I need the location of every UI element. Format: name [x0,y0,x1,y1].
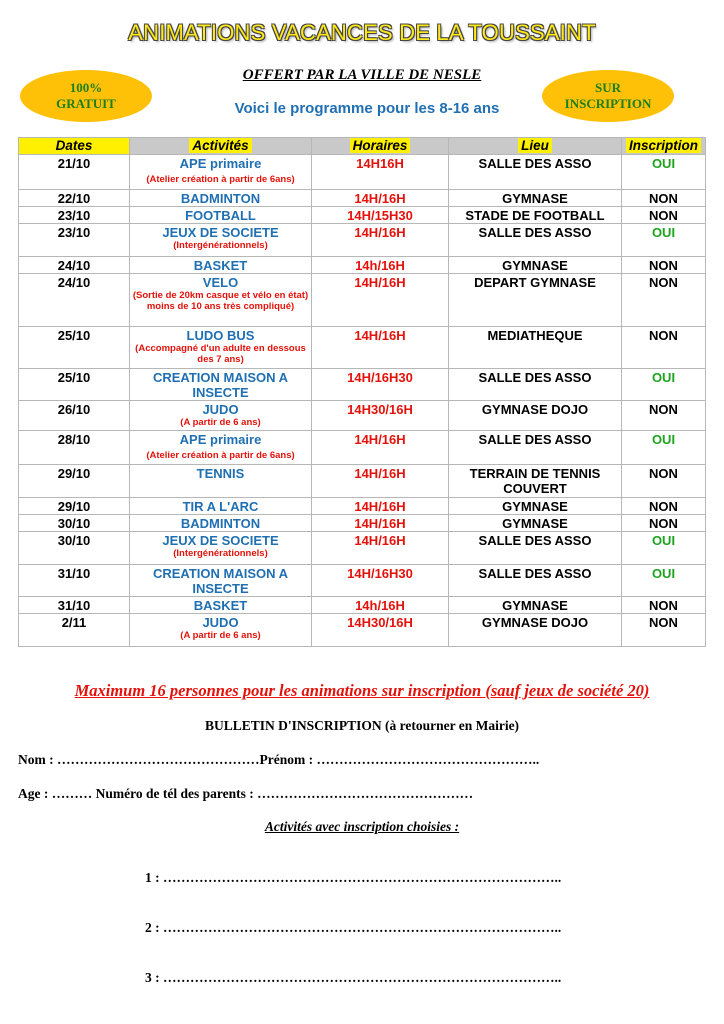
hours-cell: 14H/16H30 [312,565,449,597]
place-cell: GYMNASE DOJO [449,401,622,431]
schedule-row [19,190,706,207]
header-hours-label: Horaires [350,138,411,153]
schedule-row [19,257,706,274]
hours-cell: 14H30/16H [312,614,449,647]
choice-line-2[interactable]: 2 : …………………………………………………………………………….. [145,920,562,935]
inscription-cell: OUI [622,224,706,257]
date-cell: 23/10 [19,224,130,257]
activity-name: BASKET [193,598,248,613]
hours-cell: 14H16H [312,155,449,190]
place-cell: STADE DE FOOTBALL [449,207,622,224]
activity-name: JEUX DE SOCIETE [162,225,279,240]
inscription-cell: OUI [622,565,706,597]
inscription-cell: NON [622,401,706,431]
activity-name: JUDO [202,402,239,417]
place-cell: GYMNASE [449,257,622,274]
activity-name: JUDO [202,615,239,630]
activity-cell [130,597,312,614]
activity-cell [130,532,312,565]
activity-cell [130,565,312,597]
date-cell: 2/11 [19,614,130,647]
header-place [449,138,622,155]
maximum-notice: Maximum 16 personnes pour les animations sur inscription (sauf jeux de société 20) [74,681,650,700]
inscription-cell: NON [622,515,706,532]
date-cell: 29/10 [19,498,130,515]
hours-cell: 14H/16H [312,498,449,515]
inscription-cell: OUI [622,369,706,401]
hours-cell: 14H/16H [312,465,449,498]
activity-cell [130,327,312,369]
activity-note: (A partir de 6 ans) [180,630,261,641]
date-cell: 22/10 [19,190,130,207]
place-cell: DEPART GYMNASE [449,274,622,327]
program-age-line: Voici le programme pour les 8-16 ans [234,100,500,117]
header-activities-label: Activités [189,138,251,153]
activity-name: JEUX DE SOCIETE [162,533,279,548]
free-badge-line-1: 100% [69,80,103,95]
date-cell: 21/10 [19,155,130,190]
schedule-header-row [19,138,706,155]
hours-cell: 14H/16H [312,532,449,565]
schedule-row [19,465,706,498]
inscription-cell: NON [622,274,706,327]
schedule-row [19,369,706,401]
date-cell: 25/10 [19,369,130,401]
date-cell: 24/10 [19,274,130,327]
activity-cell [130,515,312,532]
date-cell: 24/10 [19,257,130,274]
header-dates [19,138,130,155]
inscription-cell: OUI [622,532,706,565]
activity-name: FOOTBALL [185,208,256,223]
activity-cell [130,257,312,274]
hours-cell: 14H/16H [312,274,449,327]
inscription-cell: OUI [622,155,706,190]
place-cell: SALLE DES ASSO [449,565,622,597]
header-dates-label: Dates [53,138,96,153]
activity-name: BADMINTON [180,191,261,206]
activity-cell [130,401,312,431]
inscription-cell: NON [622,257,706,274]
place-cell: SALLE DES ASSO [449,369,622,401]
choice-line-3[interactable]: 3 : …………………………………………………………………………….. [145,970,562,985]
registration-badge-line-1: SUR [594,80,621,95]
activity-note: (Intergénérationnels) [173,548,268,559]
header-inscription [622,138,706,155]
inscription-cell: NON [622,327,706,369]
activity-cell [130,498,312,515]
inscription-cell: NON [622,207,706,224]
hours-cell: 14H/16H [312,190,449,207]
date-cell: 28/10 [19,431,130,465]
hours-cell: 14h/16H [312,257,449,274]
bulletin-title: BULLETIN D'INSCRIPTION (à retourner en Mairie) [204,718,520,733]
chosen-activities-heading: Activités avec inscription choisies : [264,819,460,834]
inscription-cell: NON [622,597,706,614]
hours-cell: 14H/16H [312,224,449,257]
activity-cell [130,369,312,401]
schedule-row [19,614,706,647]
activity-name: CREATION MAISON A INSECTE [152,370,289,400]
place-cell: SALLE DES ASSO [449,155,622,190]
schedule-row [19,224,706,257]
date-cell: 23/10 [19,207,130,224]
offered-by-subtitle: OFFERT PAR LA VILLE DE NESLE [242,67,482,83]
choice-line-1[interactable]: 1 : …………………………………………………………………………….. [145,870,562,885]
date-cell: 30/10 [19,515,130,532]
activity-note: (Atelier création à partir de 6ans) [146,450,295,461]
schedule-row [19,207,706,224]
activity-note: (A partir de 6 ans) [180,417,261,428]
activity-name: TENNIS [196,466,245,481]
activity-cell [130,614,312,647]
schedule-body [19,155,706,647]
place-cell: TERRAIN DE TENNIS COUVERT [449,465,622,498]
page-title: ANIMATIONS VACANCES DE LA TOUSSAINT [128,20,596,45]
activity-cell [130,431,312,465]
activity-cell [130,190,312,207]
inscription-cell: NON [622,465,706,498]
activity-note: (Sortie de 20km casque et vélo en état) moins de 10 ans très compliqué) [132,290,309,312]
schedule-row [19,431,706,465]
activity-note: (Accompagné d'un adulte en dessous des 7 ans) [135,343,306,365]
hours-cell: 14H/16H30 [312,369,449,401]
inscription-cell: OUI [622,431,706,465]
activity-name: CREATION MAISON A INSECTE [152,566,289,596]
place-cell: GYMNASE [449,515,622,532]
activity-name: APE primaire [179,432,262,447]
schedule-row [19,515,706,532]
activity-cell [130,224,312,257]
hours-cell: 14H/16H [312,327,449,369]
place-cell: MEDIATHEQUE [449,327,622,369]
schedule-row [19,565,706,597]
place-cell: GYMNASE [449,190,622,207]
activity-name: BASKET [193,258,248,273]
place-cell: GYMNASE [449,597,622,614]
activity-cell [130,274,312,327]
header-inscription-label: Inscription [626,138,701,153]
activity-name: LUDO BUS [186,328,255,343]
activity-cell [130,207,312,224]
inscription-cell: NON [622,498,706,515]
schedule-row [19,532,706,565]
activity-name: VELO [202,275,239,290]
date-cell: 26/10 [19,401,130,431]
date-cell: 31/10 [19,565,130,597]
age-phone-field-line[interactable]: Age : ……… Numéro de tél des parents : ………………………………………… [18,786,474,801]
place-cell: GYMNASE DOJO [449,614,622,647]
schedule-row [19,327,706,369]
inscription-cell: NON [622,190,706,207]
header-place-label: Lieu [518,138,552,153]
place-cell: SALLE DES ASSO [449,532,622,565]
activity-cell [130,465,312,498]
registration-badge-line-2: INSCRIPTION [564,96,652,111]
activity-note: (Atelier création à partir de 6ans) [146,174,295,185]
free-badge-line-2: GRATUIT [56,96,116,111]
hours-cell: 14H/15H30 [312,207,449,224]
activity-name: TIR A L'ARC [182,499,259,514]
date-cell: 25/10 [19,327,130,369]
schedule-row [19,155,706,190]
schedule-row [19,597,706,614]
activity-name: APE primaire [179,156,262,171]
date-cell: 29/10 [19,465,130,498]
schedule-row [19,498,706,515]
inscription-cell: NON [622,614,706,647]
schedule-row [19,274,706,327]
place-cell: SALLE DES ASSO [449,224,622,257]
schedule-table [18,137,706,647]
date-cell: 30/10 [19,532,130,565]
header-activities [130,138,312,155]
activity-note: (Intergénérationnels) [173,240,268,251]
hours-cell: 14H/16H [312,431,449,465]
hours-cell: 14h/16H [312,597,449,614]
name-field-line[interactable]: Nom : ………………………………………Prénom : ………………………………………….. [18,752,540,767]
header-hours [312,138,449,155]
place-cell: GYMNASE [449,498,622,515]
hours-cell: 14H30/16H [312,401,449,431]
schedule-row [19,401,706,431]
date-cell: 31/10 [19,597,130,614]
hours-cell: 14H/16H [312,515,449,532]
activity-name: BADMINTON [180,516,261,531]
activity-cell [130,155,312,190]
place-cell: SALLE DES ASSO [449,431,622,465]
